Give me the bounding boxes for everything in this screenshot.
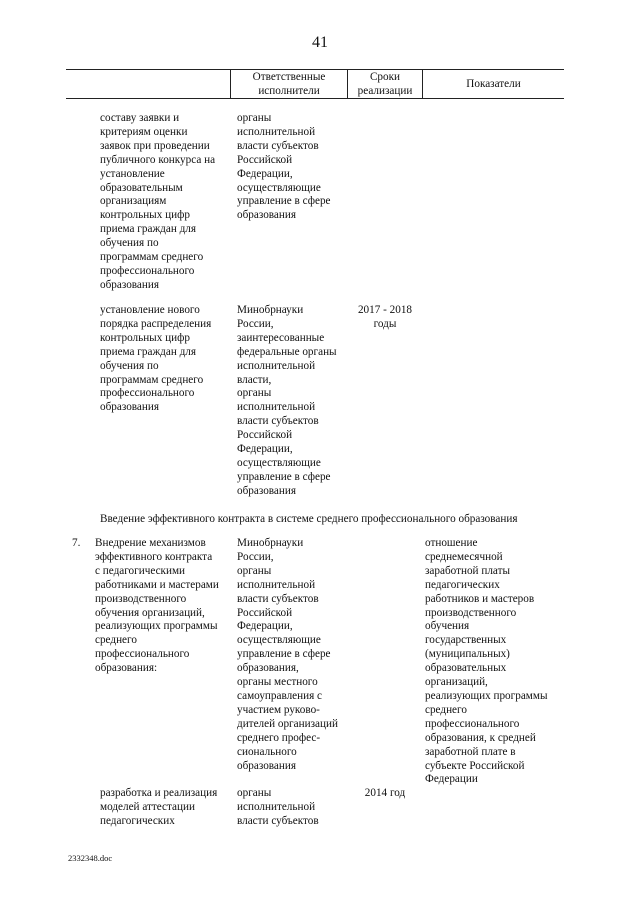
header-indicators: Показатели bbox=[466, 78, 521, 90]
row-number: 7. bbox=[72, 537, 81, 549]
row-measure: Внедрение механизмов эффективного контракта с педагогическими работниками и мастерами производственного обучения организаций, реализующих программы среднего профессионального образования: bbox=[95, 537, 219, 675]
row-responsible: органы исполнительной власти субъектов Российской Федерации, осуществляющие управление в сфере образования bbox=[237, 112, 331, 222]
footer-doc-reference: 2332348.doc bbox=[68, 853, 113, 863]
row-indicator: отношение среднемесячной заработной платы педагогических работников и мастеров производственного обучения государственных (муниципальных) образовательных организаций, реализующих программы среднего профессионального образования, к средней заработной плате в субъекте Российской Федерации bbox=[425, 537, 548, 786]
row-measure: разработка и реализация моделей аттестации педагогических bbox=[100, 787, 218, 827]
row-responsible: Минобрнауки России, органы исполнительной власти субъектов Российской Федерации, осуществляющие управление в сфере образования, органы местного самоуправления с участием руково- дителей организаций среднего профес- сионального образования bbox=[237, 537, 338, 772]
page-number: 41 bbox=[312, 34, 328, 51]
row-deadline: 2017 - 2018 годы bbox=[357, 304, 413, 330]
row-measure: составу заявки и критериям оценки заявок при проведении публичного конкурса на установление образовательным организациям контрольных цифр приема граждан для обучения по программам среднего профессионального образования bbox=[100, 112, 216, 291]
row-deadline: 2014 год bbox=[364, 787, 406, 799]
section-heading: Введение эффективного контракта в системе среднего профессионального образования bbox=[100, 513, 518, 525]
header-responsible: Ответственные исполнители bbox=[252, 71, 326, 97]
row-responsible: Минобрнауки России, заинтересованные федеральные органы исполнительной власти, органы исполнительной власти субъектов Российской Федерации, осуществляющие управление в сфере образования bbox=[237, 304, 337, 497]
row-responsible: органы исполнительной власти субъектов bbox=[237, 787, 319, 827]
header-deadlines: Сроки реализации bbox=[357, 71, 413, 97]
row-measure: установление нового порядка распределения контрольных цифр приема граждан для обучения по программам среднего профессионального образования bbox=[100, 304, 212, 414]
header-top-rule bbox=[66, 69, 564, 70]
